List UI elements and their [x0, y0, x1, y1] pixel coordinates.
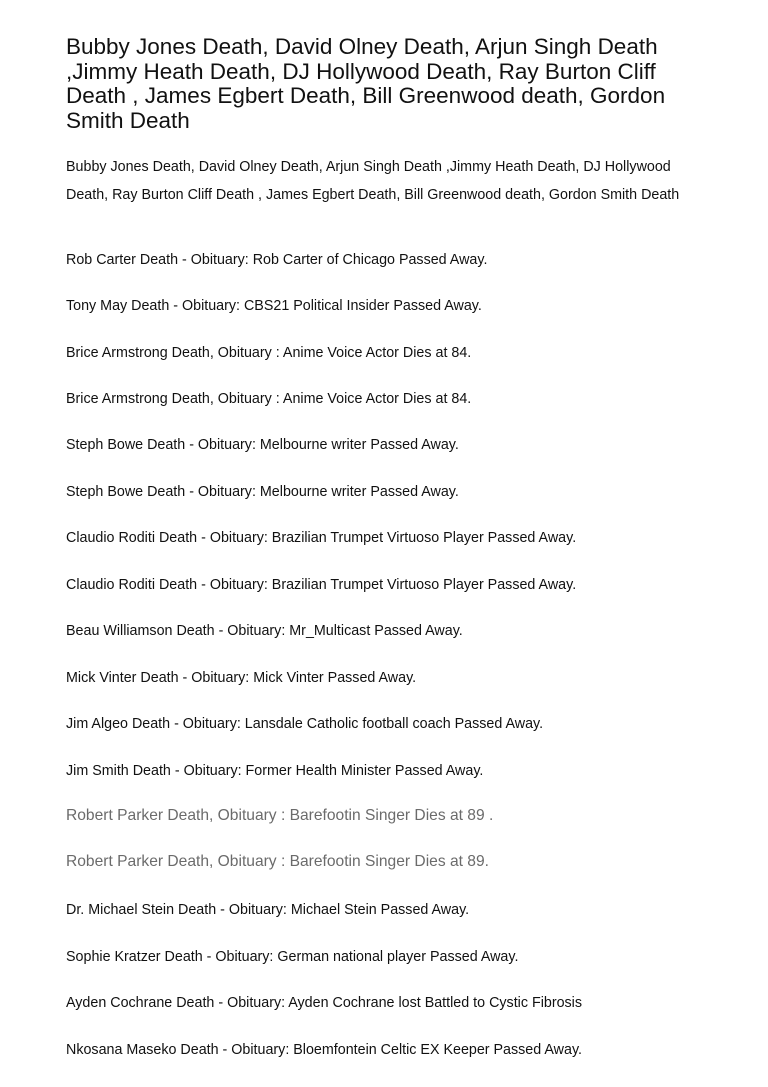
document-intro: Bubby Jones Death, David Olney Death, Arjun Singh Death ,Jimmy Heath Death, DJ Hollywood Death, Ray Burton Cliff Death , James Egbert Death, Bill Greenwood death, Gordon Smith Death [66, 159, 680, 203]
obituary-entry-brice-armstrong-2: Brice Armstrong Death, Obituary : Anime Voice Actor Dies at 84. [66, 391, 472, 407]
obituary-entry-claudio-roditi-1: Claudio Roditi Death - Obituary: Brazilian Trumpet Virtuoso Player Passed Away. [66, 530, 577, 546]
obituary-entry-sophie-kratzer: Sophie Kratzer Death - Obituary: German national player Passed Away. [66, 949, 519, 965]
obituary-entry-steph-bowe-2: Steph Bowe Death - Obituary: Melbourne writer Passed Away. [66, 484, 459, 500]
obituary-entry-michael-stein: Dr. Michael Stein Death - Obituary: Michael Stein Passed Away. [66, 902, 470, 918]
document-title: Bubby Jones Death, David Olney Death, Arjun Singh Death ,Jimmy Heath Death, DJ Hollywood Death, Ray Burton Cliff Death , James Egbert Death, Bill Greenwood death, Gordon Smith Death [66, 34, 666, 133]
obituary-entry-rob-carter: Rob Carter Death - Obituary: Rob Carter of Chicago Passed Away. [66, 252, 488, 268]
obituary-entry-tony-may: Tony May Death - Obituary: CBS21 Political Insider Passed Away. [66, 298, 482, 314]
obituary-entry-mick-vinter: Mick Vinter Death - Obituary: Mick Vinter Passed Away. [66, 670, 417, 686]
obituary-entry-jim-algeo: Jim Algeo Death - Obituary: Lansdale Catholic football coach Passed Away. [66, 716, 544, 732]
obituary-entry-robert-parker-2: Robert Parker Death, Obituary : Barefootin Singer Dies at 89. [66, 853, 489, 870]
obituary-entry-claudio-roditi-2: Claudio Roditi Death - Obituary: Brazilian Trumpet Virtuoso Player Passed Away. [66, 577, 577, 593]
obituary-entry-beau-williamson: Beau Williamson Death - Obituary: Mr_Multicast Passed Away. [66, 623, 463, 639]
obituary-entry-ayden-cochrane: Ayden Cochrane Death - Obituary: Ayden Cochrane lost Battled to Cystic Fibrosis [66, 995, 583, 1011]
obituary-entry-nkosana-maseko: Nkosana Maseko Death - Obituary: Bloemfontein Celtic EX Keeper Passed Away. [66, 1042, 583, 1058]
obituary-entry-robert-parker-1: Robert Parker Death, Obituary : Barefootin Singer Dies at 89 . [66, 807, 494, 824]
obituary-entry-brice-armstrong-1: Brice Armstrong Death, Obituary : Anime Voice Actor Dies at 84. [66, 345, 472, 361]
obituary-entry-steph-bowe-1: Steph Bowe Death - Obituary: Melbourne writer Passed Away. [66, 437, 459, 453]
obituary-entry-jim-smith: Jim Smith Death - Obituary: Former Health Minister Passed Away. [66, 763, 484, 779]
